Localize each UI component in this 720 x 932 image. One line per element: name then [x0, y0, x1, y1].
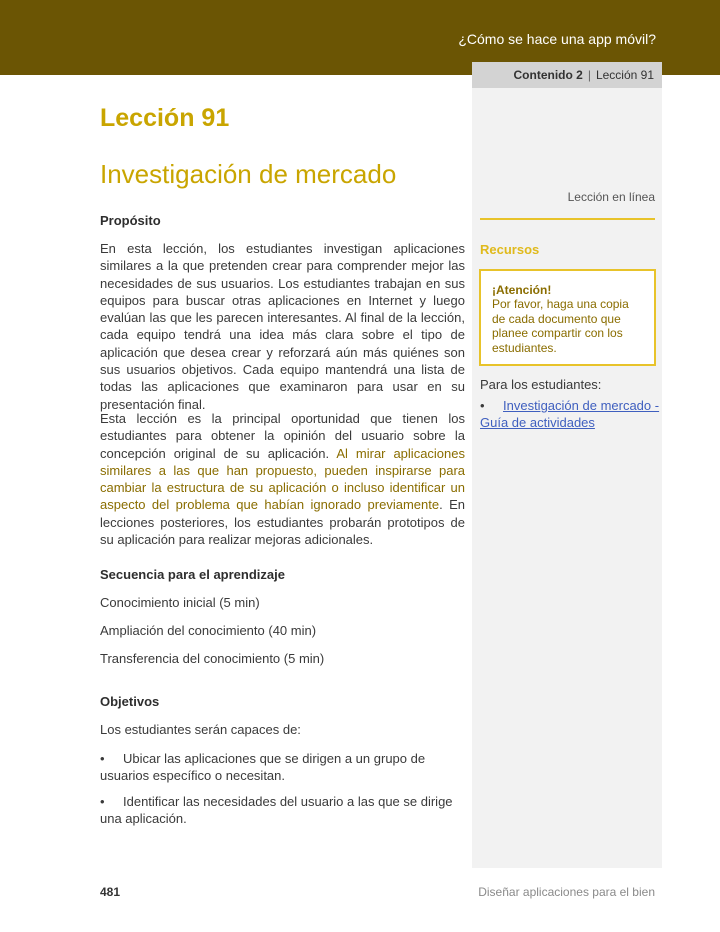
attention-title: ¡Atención!	[492, 283, 552, 297]
purpose-heading: Propósito	[100, 213, 161, 228]
sidebar-header	[472, 62, 662, 88]
gold-divider	[480, 218, 655, 220]
sidebar-panel	[472, 62, 662, 868]
objective-text: Ubicar las aplicaciones que se dirigen a un grupo de usuarios específico o necesitan.	[100, 751, 426, 784]
sequence-item: Conocimiento inicial (5 min)	[100, 595, 260, 610]
attention-body: Por favor, haga una copia de cada documento que planee compartir con los estudiantes.	[492, 297, 629, 355]
page-number: 481	[100, 885, 121, 899]
bullet-dot: •	[480, 398, 485, 413]
objectives-heading: Objetivos	[100, 694, 160, 709]
activity-guide-link-text[interactable]: Investigación de mercado - Guía de actividades	[480, 398, 660, 430]
book-title: Diseñar aplicaciones para el bien	[478, 885, 655, 899]
opportunity-text-highlight: Al mirar aplicaciones similares a las que han propuesto, pueden inspirarse para cambiar la estructura de su aplicación o incluso identificar un aspecto del problema que habían ignorado previamente	[100, 445, 465, 513]
objective-item	[100, 793, 465, 828]
objective-item	[100, 750, 465, 785]
online-lesson-label: Lección en línea	[567, 190, 655, 204]
content-label: Contenido 2	[513, 68, 583, 82]
opportunity-text-end: . En lecciones posteriores, los estudiantes probarán prototipos de su aplicación para realizar mejoras adicionales.	[100, 497, 465, 548]
lesson-label: Lección 91	[595, 68, 654, 82]
activity-guide-link[interactable]	[480, 397, 660, 431]
header-separator: |	[587, 68, 591, 82]
bullet-dot: •	[100, 794, 105, 809]
sequence-heading: Secuencia para el aprendizaje	[100, 567, 285, 582]
objective-text: Identificar las necesidades del usuario a las que se dirige una aplicación.	[100, 794, 453, 827]
objectives-intro: Los estudiantes serán capaces de:	[100, 722, 301, 737]
resources-heading: Recursos	[480, 242, 540, 257]
for-students-label: Para los estudiantes:	[480, 377, 602, 392]
banner-title: ¿Cómo se hace una app móvil?	[458, 31, 656, 47]
sequence-item: Transferencia del conocimiento (5 min)	[100, 651, 325, 666]
purpose-paragraph: En esta lección, los estudiantes investigan aplicaciones similares a la que pretenden crear para comprender mejor las necesidades de sus usuarios. Los estudiantes trabajan en sus equipos para buscar otras aplicaciones en Internet y luego evalúan las que les parecen interesantes. Al final de la lección, cada equipo tendrá una idea más clara sobre el tipo de aplicación que desea crear y reforzará aún más quiénes son sus usuarios objetivos. Cada equipo mantendrá una lista de todas las aplicaciones que examinaron para usar en su presentación final.	[100, 241, 465, 412]
opportunity-paragraph	[100, 410, 465, 548]
sequence-item: Ampliación del conocimiento (40 min)	[100, 623, 317, 638]
bullet-dot: •	[100, 751, 105, 766]
opportunity-text-start: Esta lección es la principal oportunidad que tienen los estudiantes para obtener la opinión del usuario sobre la concepción original de su aplicación.	[100, 411, 465, 461]
lesson-number: Lección 91	[100, 104, 230, 132]
lesson-title: Investigación de mercado	[100, 159, 397, 189]
attention-box	[479, 269, 656, 366]
